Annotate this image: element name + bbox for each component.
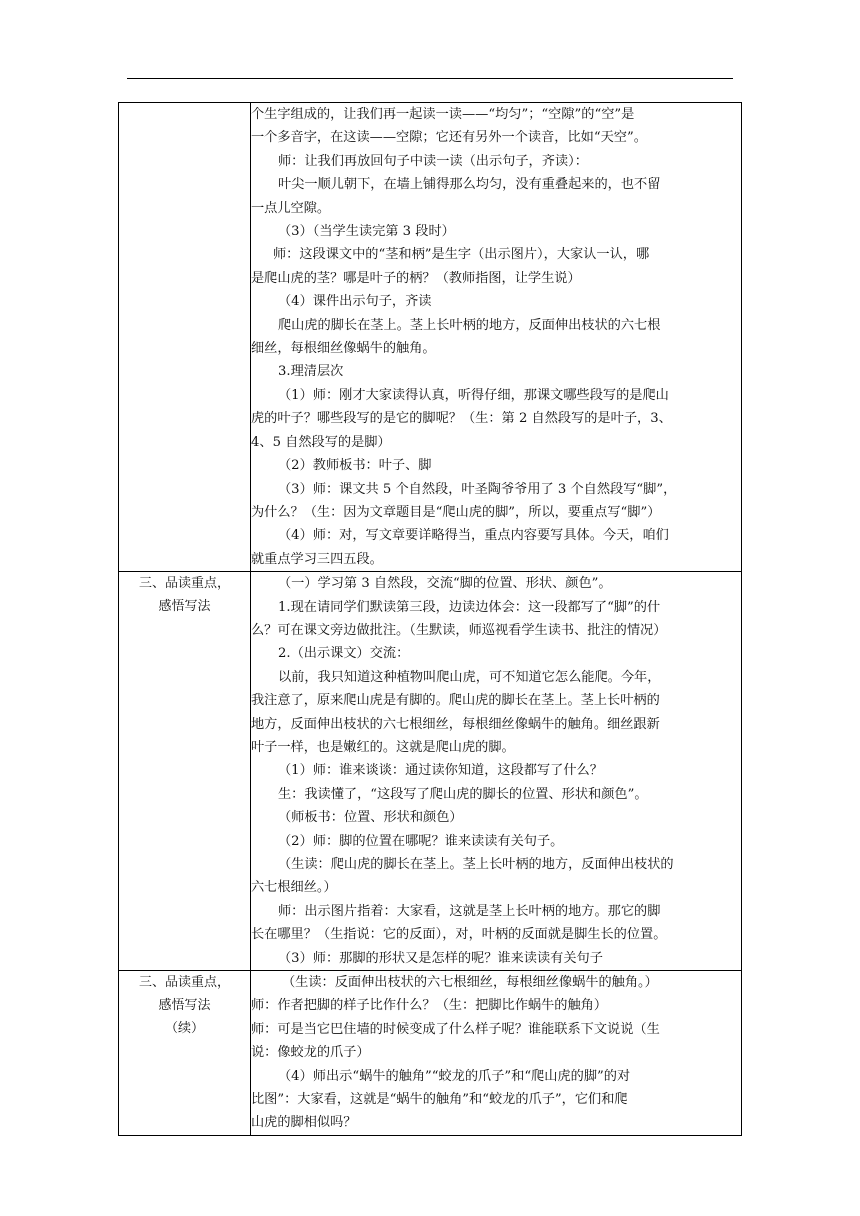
section-label: 三、品读重点， <box>138 975 230 991</box>
text-line: 师：作者把脚的样子比作什么？（生：把脚比作蜗牛的触角） <box>251 998 608 1014</box>
text-line: （3）师：课文共 5 个自然段，叶圣陶爷爷用了 3 个自然段写“脚”， <box>278 481 677 497</box>
text-line: （1）师：刚才大家读得认真，听得仔细，那课文哪些段写的是爬山 <box>278 387 669 403</box>
text-line: （4）师：对，写文章要详略得当，重点内容要写具体。今天，咱们 <box>278 528 669 544</box>
text-line: 说：像蛟龙的爪子） <box>251 1045 370 1061</box>
text-line: 长在哪里？（生指说：它的反面），对，叶柄的反面就是脚生长的位置。 <box>251 927 667 943</box>
content-cell <box>251 103 742 572</box>
text-line: （一）学习第 3 自然段，交流“脚的位置、形状、颜色”。 <box>278 576 612 592</box>
text-line: 生：我读懂了，“这段写了爬山虎的脚长的位置、形状和颜色”。 <box>278 786 648 802</box>
text-line: 3.理清层次 <box>278 364 344 380</box>
text-line: 师：这段课文中的“茎和柄”是生字（出示图片），大家认一认，哪 <box>273 247 650 263</box>
text-line: 比图”：大家看，这就是“蜗牛的触角”和“蛟龙的爪子”，它们和爬 <box>251 1092 628 1108</box>
text-line: （4）课件出示句子，齐读 <box>278 294 432 310</box>
table-row <box>119 971 742 1136</box>
text-line: （3）（当学生读完第 3 段时） <box>278 224 455 240</box>
table-row <box>119 572 742 971</box>
section-label-cell <box>119 971 251 1136</box>
text-line: （1）师：谁来谈谈：通过读你知道，这段都写了什么？ <box>278 763 603 779</box>
text-line: （2）师：脚的位置在哪呢？谁来读读有关句子。 <box>278 833 564 849</box>
text-line: 师：让我们再放回句子中读一读（出示句子，齐读）： <box>278 153 588 169</box>
header-rule <box>127 78 733 79</box>
text-line: （2）教师板书：叶子、脚 <box>278 458 432 474</box>
text-line: 一点儿空隙。 <box>251 200 331 216</box>
text-line: 就重点学习三四五段。 <box>251 551 383 567</box>
text-line: （生读：反面伸出枝状的六七根细丝，每根细丝像蜗牛的触角。） <box>282 975 658 991</box>
section-label: 感悟写法 <box>158 998 211 1014</box>
text-line: 以前，我只知道这种植物叫爬山虎，可不知道它怎么能爬。今年， <box>278 669 661 685</box>
text-line: 叶子一样，也是嫩红的。这就是爬山虎的脚。 <box>251 739 515 755</box>
text-line: （师板书：位置、形状和颜色） <box>278 810 463 826</box>
content-cell <box>251 971 742 1136</box>
text-line: 细丝，每根细丝像蜗牛的触角。 <box>251 341 436 357</box>
content-cell <box>251 572 742 971</box>
text-line: 地方，反面伸出枝状的六七根细丝，每根细丝像蜗牛的触角。细丝跟新 <box>251 716 660 732</box>
section-label-cell <box>119 103 251 572</box>
text-line: 虎的叶子？哪些段写的是它的脚呢？（生：第 2 自然段写的是叶子，3、 <box>251 411 672 427</box>
text-line: 叶尖一顺儿朝下，在墙上铺得那么均匀，没有重叠起来的，也不留 <box>278 177 661 193</box>
text-line: 一个多音字，在这读——空隙；它还有另外一个读音，比如“天空”。 <box>251 130 647 146</box>
text-line: 2.（出示课文）交流： <box>278 646 410 662</box>
section-label: 感悟写法 <box>158 599 211 615</box>
text-line: 么？可在课文旁边做批注。（生默读，师巡视看学生读书、批注的情况） <box>251 622 667 638</box>
text-line: 为什么？（生：因为文章题目是“爬山虎的脚”，所以，要重点写“脚”） <box>251 504 661 520</box>
text-line: 爬山虎的脚长在茎上。茎上长叶柄的地方，反面伸出枝状的六七根 <box>278 317 661 333</box>
section-label: 三、品读重点， <box>138 576 230 592</box>
text-line: 个生字组成的，让我们再一起读一读——“均匀”；“空隙”的“空”是 <box>251 107 635 122</box>
text-line: 六七根细丝。） <box>251 880 337 896</box>
text-line: 1.现在请同学们默读第三段，边读边体会：这一段都写了“脚”的什 <box>278 599 661 615</box>
text-line: 山虎的脚相似吗？ <box>251 1115 357 1131</box>
text-line: （生读：爬山虎的脚长在茎上。茎上长叶柄的地方，反面伸出枝状的 <box>278 857 674 872</box>
text-line: 我注意了，原来爬山虎是有脚的。爬山虎的脚长在茎上。茎上长叶柄的 <box>251 693 660 709</box>
text-line: 4、5 自然段写的是脚） <box>251 434 391 450</box>
section-label: （续） <box>164 1021 204 1037</box>
text-line: （4）师出示“蜗牛的触角”“蛟龙的爪子”和“爬山虎的脚”的对 <box>278 1068 631 1084</box>
text-line: 是爬山虎的茎？哪是叶子的柄？（教师指图，让学生说） <box>251 270 581 286</box>
lesson-plan-table <box>118 102 742 1136</box>
text-line: 师：出示图片指着：大家看，这就是茎上长叶柄的地方。那它的脚 <box>278 903 661 919</box>
table-row <box>119 103 742 572</box>
text-line: （3）师：那脚的形状又是怎样的呢？谁来读读有关句子 <box>278 950 603 966</box>
section-label-cell <box>119 572 251 971</box>
text-line: 师：可是当它巴住墙的时候变成了什么样子呢？谁能联系下文说说（生 <box>251 1021 660 1037</box>
